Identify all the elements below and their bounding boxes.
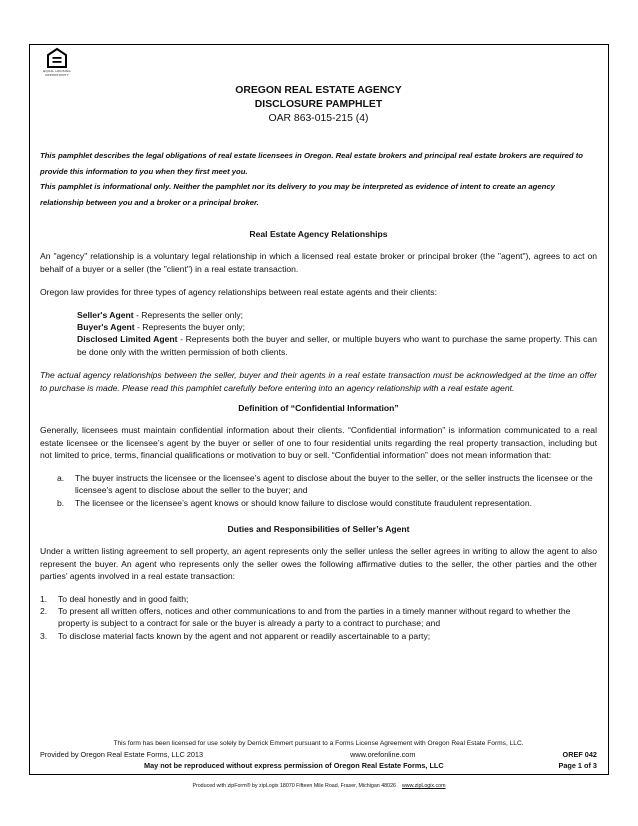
section-heading-duties: Duties and Responsibilities of Seller’s Agent (227, 523, 410, 534)
intro-block (40, 148, 597, 210)
equal-housing-caption: EQUAL HOUSING OPPORTUNITY (43, 69, 71, 77)
intro-paragraph-1: This pamphlet describes the legal obligations of real estate licensees in Oregon. Real estate brokers and principal real estate brokers are required to provide this information to you when they first meet you. (40, 151, 584, 176)
page-number: Page 1 of 3 (558, 761, 597, 770)
list-marker: 2. (40, 605, 48, 616)
footer-row-2 (40, 761, 597, 770)
provided-by: Provided by Oregon Real Estate Forms, LLC 2013 (40, 750, 204, 759)
section-heading-relationships: Real Estate Agency Relationships (249, 229, 388, 239)
list-item (40, 630, 597, 642)
confidential-exceptions-list (57, 472, 597, 509)
equal-housing-icon (46, 47, 68, 69)
section-heading-confidential: Definition of “Confidential Information” (238, 403, 399, 414)
website-link[interactable]: www.orefonline.com (350, 750, 416, 759)
list-text: The licensee or the licensee’s agent knows or should know failure to disclose would constitute fraudulent representation. (75, 497, 533, 508)
list-item (57, 472, 597, 497)
list-marker: b. (57, 497, 65, 508)
relationships-paragraph-3: The actual agency relationships between the seller, buyer and their agents in a real estate transaction must be acknowledged at the time an offer to purchase is made. Please read this pamphlet carefully before entering into an agency relationship with a real estate agent. (40, 370, 597, 393)
relationships-paragraph-2: Oregon law provides for three types of agency relationships between real estate agents and their clients: (40, 287, 437, 298)
document-title-line1: OREGON REAL ESTATE AGENCY (235, 85, 402, 96)
list-item (77, 321, 597, 333)
form-id: OREF 042 (562, 750, 597, 759)
document-body (40, 84, 597, 642)
list-item (40, 605, 597, 630)
agent-desc: - Represents the seller only; (133, 309, 244, 320)
produced-with (0, 783, 638, 789)
duties-paragraph-1: Under a written listing agreement to sell property, an agent represents only the seller unless the seller agrees in writing to allow the agent to also represent the buyer. An agent who represents only the seller owes the following affirmative duties to the seller, the other parties and the other parties’ agents involved in a real estate transaction: (40, 546, 597, 582)
rule-reference: OAR 863-015-215 (4) (268, 113, 369, 124)
list-item (57, 497, 597, 509)
agent-term: Buyer's Agent (77, 322, 135, 333)
produced-text: Produced with zipForm® by zipLogix 18070 Fifteen Mile Road, Fraser, Michigan 48026 (192, 783, 396, 789)
list-marker: 1. (40, 593, 48, 604)
reproduction-notice: May not be reproduced without express permission of Oregon Real Estate Forms, LLC (144, 761, 444, 770)
list-marker: 3. (40, 630, 48, 641)
list-marker: a. (57, 472, 65, 483)
list-text: To disclose material facts known by the agent and not apparent or readily ascertainable to a party; (58, 630, 431, 641)
list-item (77, 333, 597, 358)
agent-term: Seller's Agent (77, 309, 134, 320)
agent-desc: - Represents both the buyer and seller, or multiple buyers who want to purchase the same property. This can be done only with the written permission of both clients. (77, 334, 597, 357)
list-item (40, 593, 597, 605)
list-item (77, 309, 597, 321)
list-text: The buyer instructs the licensee or the licensee’s agent to disclose about the buyer to the seller, or the seller instructs the licensee or the licensee’s agent to disclose about the seller to the buyer; and (75, 472, 593, 496)
list-text: To present all written offers, notices and other communications to and from the parties in a timely manner without regard to whether the property is subject to a contract for sale or the buyer is already a party to a contract to purchase; and (58, 605, 571, 629)
relationships-paragraph-1: An "agency" relationship is a voluntary legal relationship in which a licensed real estate broker or principal broker (the "agent"), agrees to act on behalf of a buyer or a seller (the "client") in a real estate transaction. (40, 251, 597, 274)
license-notice: This form has been licensed for use solely by Derrick Emmert pursuant to a Forms License Agreement with Oregon Real Estate Forms, LLC. (113, 740, 524, 747)
agent-types-list (77, 309, 597, 359)
confidential-paragraph-1: Generally, licensees must maintain confidential information about their clients. “Confidential information” is information communicated to a real estate licensee or the licensee’s agent by the buyer or seller of one to four residential units regarding the real property transaction, including but not limited to price, terms, financial qualifications or motivation to buy or sell. “Confidential information” does not mean information that: (40, 425, 597, 461)
intro-paragraph-2: This pamphlet is informational only. Neither the pamphlet nor its delivery to you may be interpreted as evidence of intent to create an agency relationship between you and a broker or a principal broker. (40, 182, 555, 207)
ziplogix-link[interactable]: www.zipLogix.com (401, 783, 446, 789)
list-text: To deal honestly and in good faith; (58, 593, 189, 604)
duties-list (40, 593, 597, 643)
document-title-line2: DISCLOSURE PAMPHLET (254, 99, 383, 110)
agent-desc: - Represents the buyer only; (134, 322, 245, 333)
agent-term: Disclosed Limited Agent (77, 334, 178, 345)
footer-row-1 (40, 750, 597, 759)
